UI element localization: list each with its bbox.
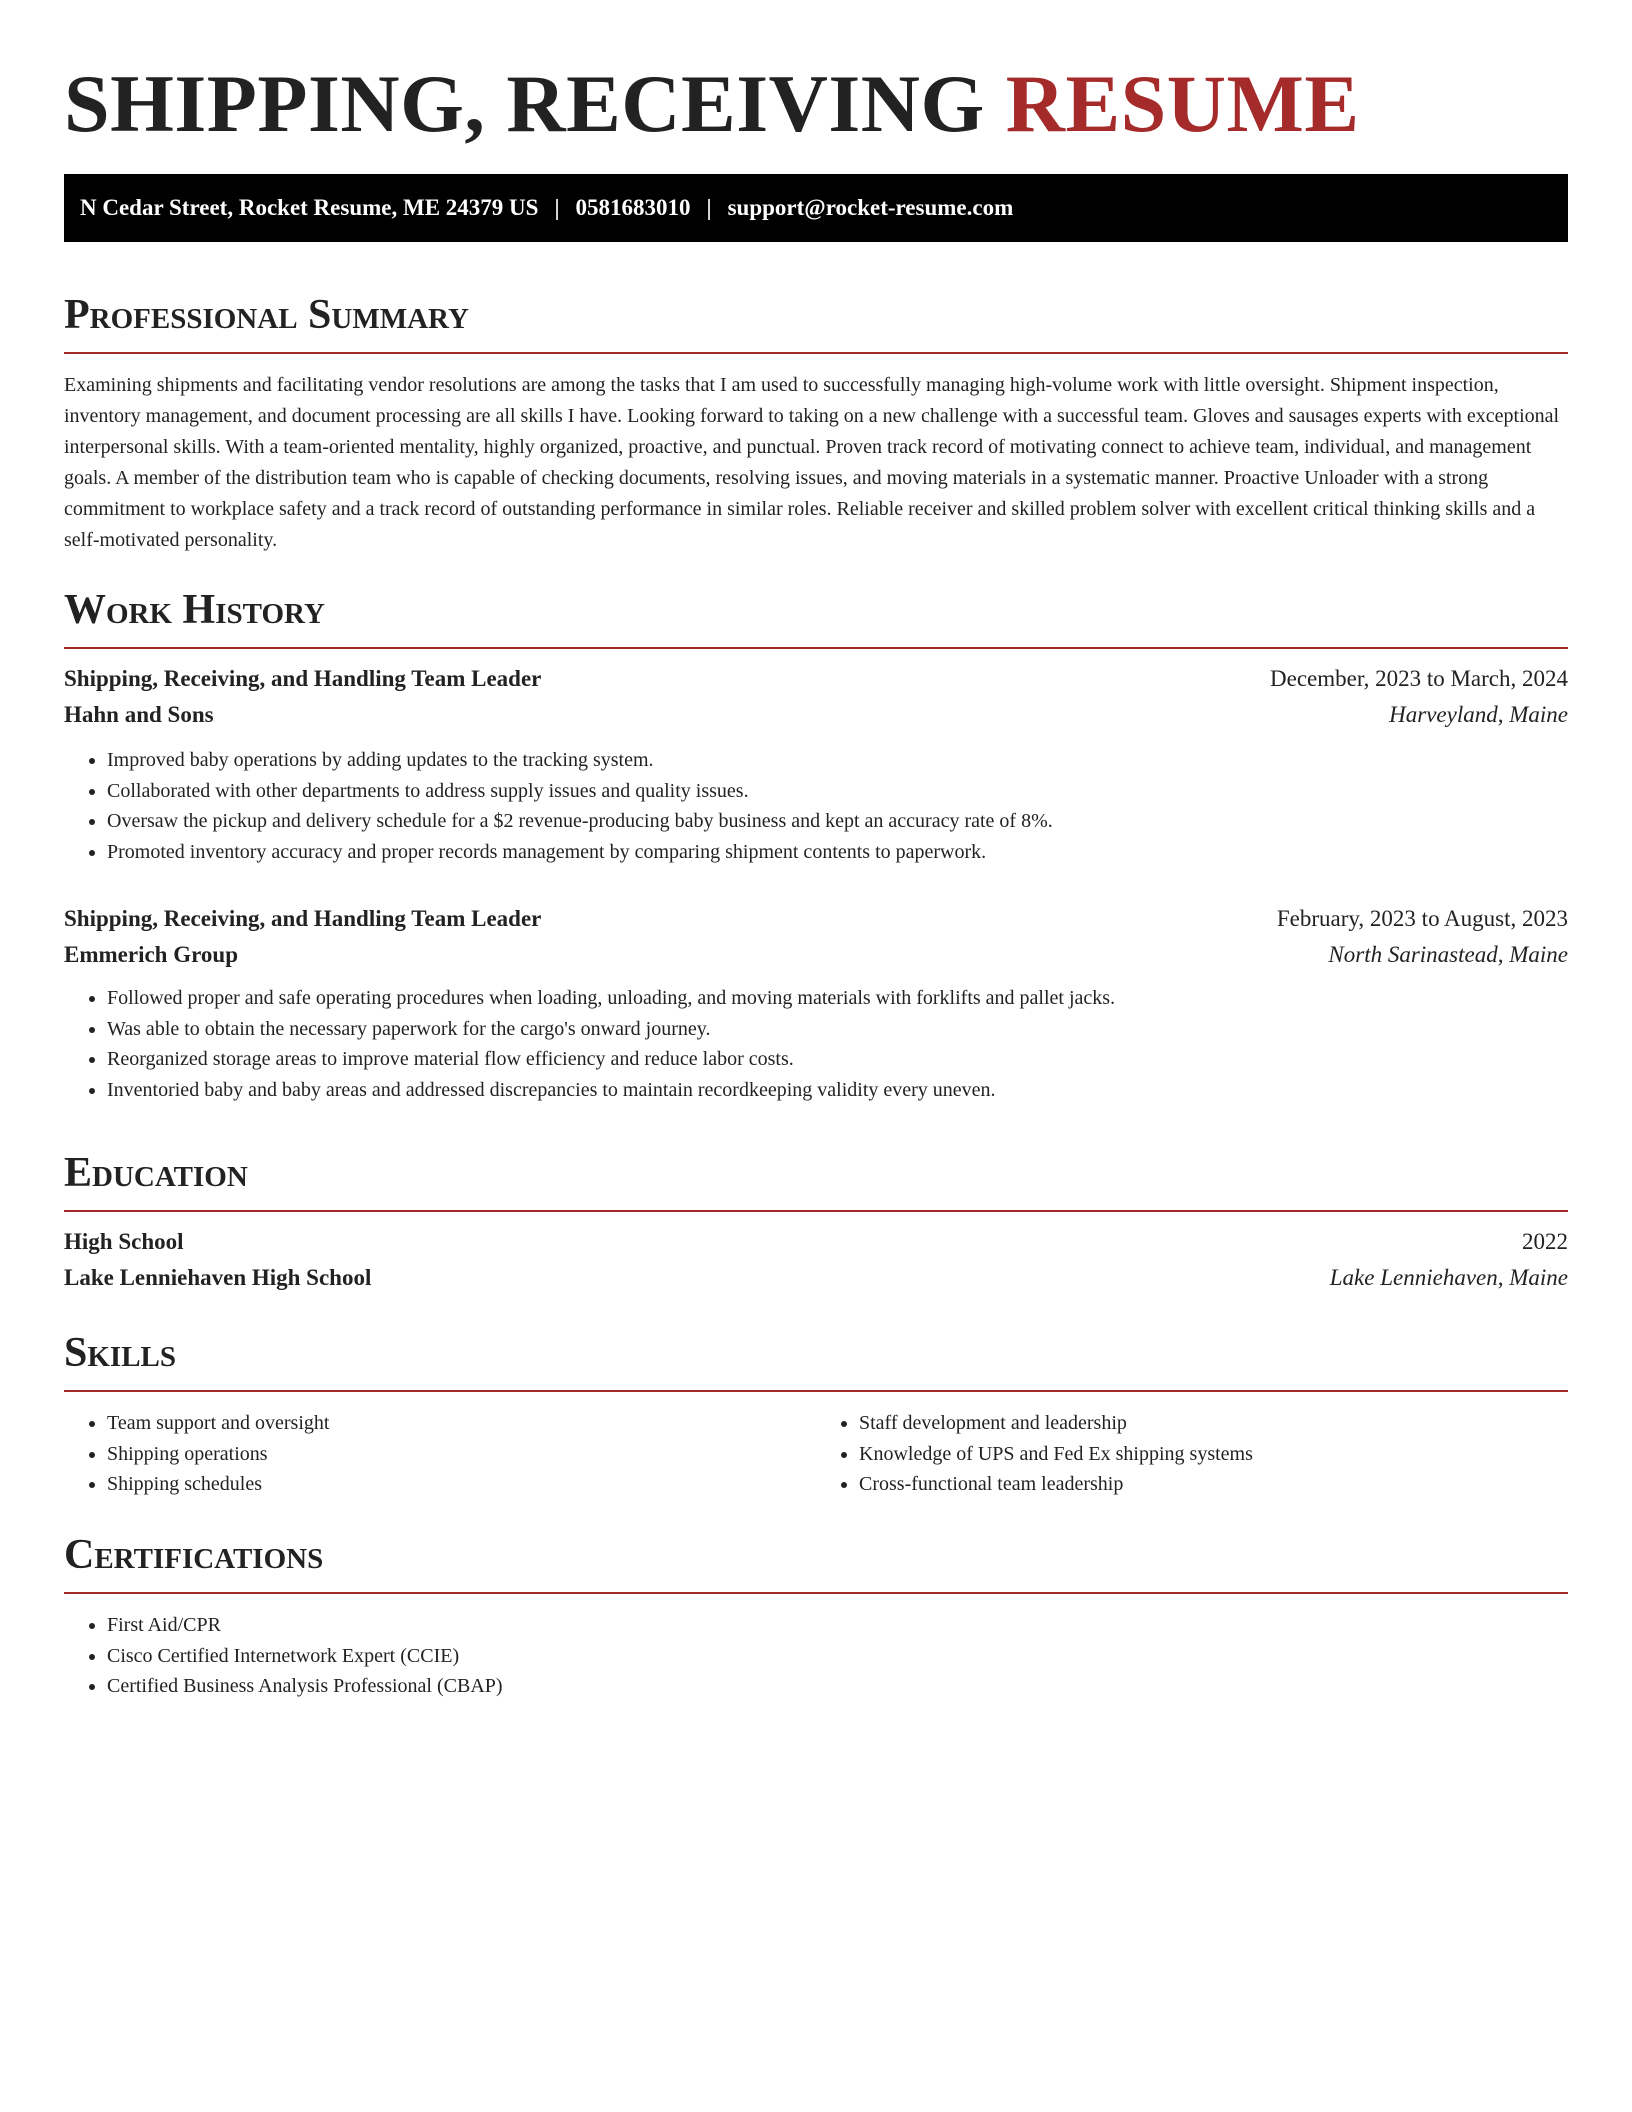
job-bullet: • Improved baby operations by adding updates to the tracking system. [107,745,1568,776]
contact-separator: | [706,195,712,220]
job-bullet: • Promoted inventory accuracy and proper records management by comparing shipment contents to paperwork. [107,837,1568,868]
education-school: Lake Lenniehaven High School [64,1265,372,1290]
contact-separator: | [554,195,560,220]
education-degree: High School [64,1229,184,1254]
work-history-heading: Work History [64,587,325,633]
skills-list-left [64,1408,816,1500]
education-school-row [64,1260,1568,1296]
skill-item: • Shipping operations [107,1439,816,1470]
contact-address: N Cedar Street, Rocket Resume, ME 24379 US [80,195,539,220]
summary-section [64,290,1568,556]
title-accent: RESUME [1005,58,1360,149]
job-location: Harveyland, Maine [1389,702,1568,727]
work-history-section [64,585,1568,1105]
summary-text: Examining shipments and facilitating vendor resolutions are among the tasks that I am used to successfully managing high-volume work with little oversight. Shipment inspection, inventory management, and document processing are all skills I have. Looking forward to taking on a new challenge with a successful team. Gloves and sausages experts with exceptional interpersonal skills. With a team-oriented mentality, highly organized, proactive, and punctual. Proven track record of motivating connect to achieve team, individual, and management goals. A member of the distribution team who is capable of checking documents, resolving issues, and moving materials in a systematic manner. Proactive Unloader with a strong commitment to workplace safety and a track record of outstanding performance in similar roles. Reliable receiver and skilled problem solver with excellent critical thinking skills and a self-motivated personality. [64,374,1560,551]
certifications-list [64,1610,1568,1702]
skills-list-right [816,1408,1568,1500]
summary-heading: Professional Summary [64,292,469,338]
job-bullet: • Reorganized storage areas to improve material flow efficiency and reduce labor costs. [107,1044,1568,1075]
resume-title [64,56,1568,152]
education-header-row [64,1224,1568,1260]
certifications-heading: Certifications [64,1532,324,1578]
section-divider [64,1592,1568,1594]
title-main: SHIPPING, RECEIVING [64,58,985,149]
job-bullet: • Oversaw the pickup and delivery schedule for a $2 revenue-producing baby business and kept an accuracy rate of 8%. [107,806,1568,837]
certifications-section [64,1530,1568,1702]
certification-item: • Certified Business Analysis Professional (CBAP) [107,1671,1568,1702]
certification-item: • Cisco Certified Internetwork Expert (CCIE) [107,1641,1568,1672]
section-divider [64,1210,1568,1212]
education-heading: Education [64,1150,248,1196]
section-divider [64,647,1568,649]
skill-item: • Staff development and leadership [859,1408,1568,1439]
job-location: North Sarinastead, Maine [1328,942,1568,967]
job-bullet: • Was able to obtain the necessary paperwork for the cargo's onward journey. [107,1014,1568,1045]
job-entry [64,661,1568,867]
job-title: Shipping, Receiving, and Handling Team Leader [64,666,542,691]
job-dates: December, 2023 to March, 2024 [1270,666,1568,691]
skills-grid [64,1408,1568,1500]
job-bullet: • Inventoried baby and baby areas and addressed discrepancies to maintain recordkeeping validity every uneven. [107,1075,1568,1106]
contact-phone: 0581683010 [575,195,691,220]
skill-item: • Cross-functional team leadership [859,1469,1568,1500]
job-company: Emmerich Group [64,942,238,967]
job-company-row [64,937,1568,973]
section-divider [64,352,1568,354]
job-bullet: • Collaborated with other departments to address supply issues and quality issues. [107,776,1568,807]
skill-item: • Team support and oversight [107,1408,816,1439]
education-section [64,1148,1568,1296]
job-title: Shipping, Receiving, and Handling Team Leader [64,906,542,931]
skill-item: • Knowledge of UPS and Fed Ex shipping systems [859,1439,1568,1470]
job-bullets [64,983,1568,1105]
skill-item: • Shipping schedules [107,1469,816,1500]
contact-email: support@rocket-resume.com [727,195,1014,220]
job-company-row [64,697,1568,733]
job-entry [64,901,1568,1105]
job-dates: February, 2023 to August, 2023 [1276,906,1568,931]
skills-heading: Skills [64,1330,177,1376]
contact-bar [64,174,1568,242]
skills-section [64,1328,1568,1500]
job-header-row [64,661,1568,697]
section-divider [64,1390,1568,1392]
education-location: Lake Lenniehaven, Maine [1329,1265,1568,1290]
job-bullet: • Followed proper and safe operating procedures when loading, unloading, and moving materials with forklifts and pallet jacks. [107,983,1568,1014]
education-entry [64,1224,1568,1296]
job-bullets [64,745,1568,867]
education-year: 2022 [1522,1229,1568,1254]
job-header-row [64,901,1568,937]
certification-item: • First Aid/CPR [107,1610,1568,1641]
job-company: Hahn and Sons [64,702,214,727]
